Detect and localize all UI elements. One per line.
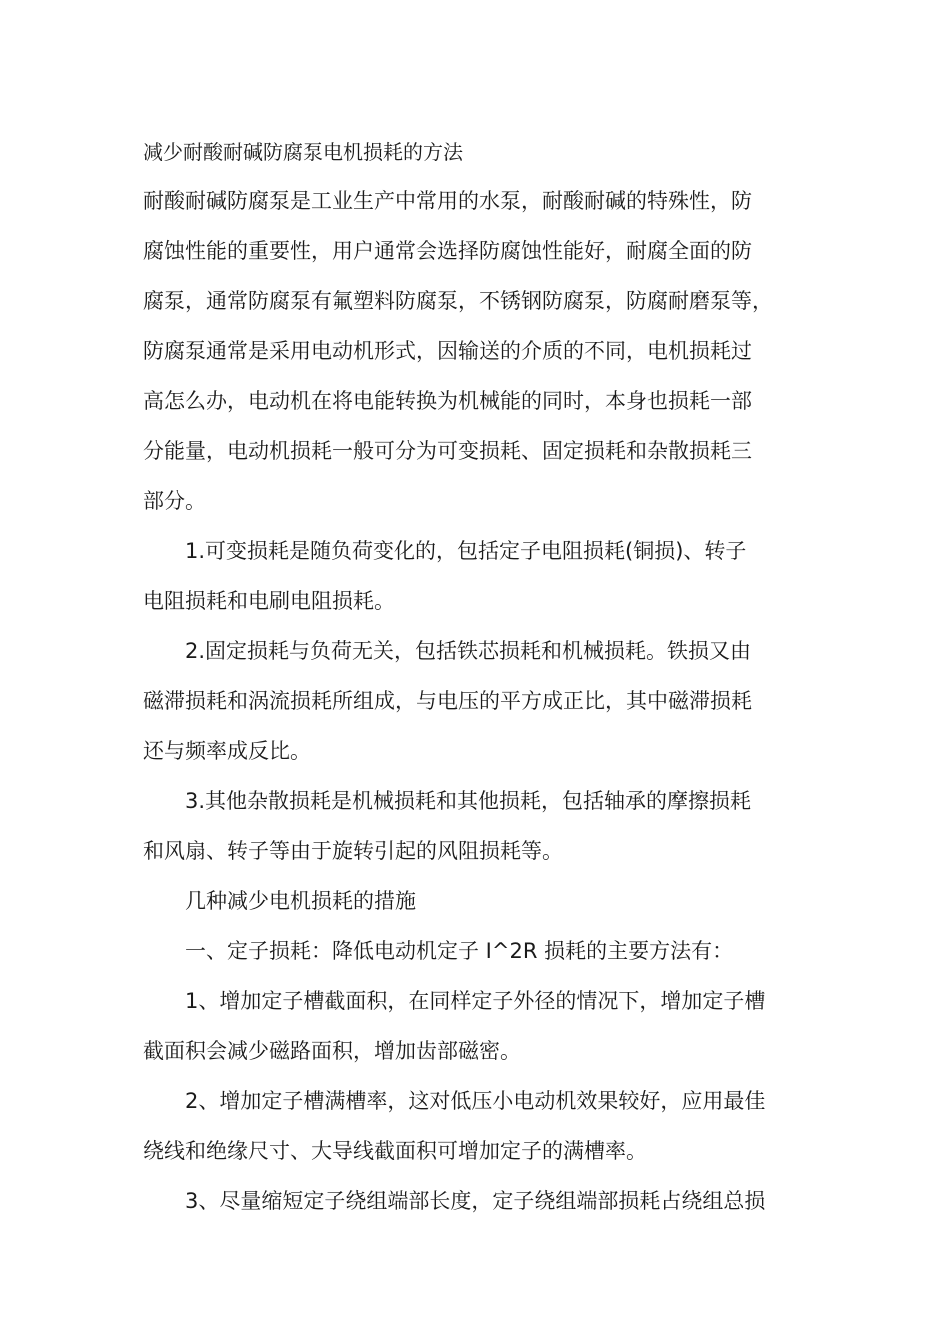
document-title: 减少耐酸耐碱防腐泵电机损耗的方法 [143, 140, 463, 164]
text-line: 1.可变损耗是随负荷变化的，包括定子电阻损耗(铜损)、转子 [143, 539, 747, 563]
text-line: 还与频率成反比。 [143, 739, 311, 763]
text-line: 腐泵，通常防腐泵有氟塑料防腐泵，不锈钢防腐泵，防腐耐磨泵等， [143, 289, 773, 313]
text-line: 腐蚀性能的重要性，用户通常会选择防腐蚀性能好，耐腐全面的防 [143, 239, 752, 263]
text-line: 一、定子损耗：降低电动机定子 I^2R 损耗的主要方法有： [143, 939, 734, 963]
text-line: 电阻损耗和电刷电阻损耗。 [143, 589, 395, 613]
text-line: 3.其他杂散损耗是机械损耗和其他损耗，包括轴承的摩擦损耗 [143, 789, 752, 813]
text-line: 高怎么办，电动机在将电能转换为机械能的同时，本身也损耗一部 [143, 389, 752, 413]
text-line: 3、尽量缩短定子绕组端部长度，定子绕组端部损耗占绕组总损 [143, 1189, 766, 1213]
text-line: 绕线和绝缘尺寸、大导线截面积可增加定子的满槽率。 [143, 1139, 647, 1163]
text-line: 部分。 [143, 489, 206, 513]
document-body [143, 184, 823, 1234]
text-line: 1、增加定子槽截面积，在同样定子外径的情况下，增加定子槽 [143, 989, 766, 1013]
text-line: 2、增加定子槽满槽率，这对低压小电动机效果较好，应用最佳 [143, 1089, 766, 1113]
text-line: 和风扇、转子等由于旋转引起的风阻损耗等。 [143, 839, 563, 863]
text-line: 分能量，电动机损耗一般可分为可变损耗、固定损耗和杂散损耗三 [143, 439, 752, 463]
text-line: 几种减少电机损耗的措施 [143, 889, 416, 913]
text-line: 防腐泵通常是采用电动机形式，因输送的介质的不同，电机损耗过 [143, 339, 752, 363]
text-line: 截面积会减少磁路面积，增加齿部磁密。 [143, 1039, 521, 1063]
text-line: 耐酸耐碱防腐泵是工业生产中常用的水泵，耐酸耐碱的特殊性，防 [143, 189, 752, 213]
text-line: 磁滞损耗和涡流损耗所组成，与电压的平方成正比，其中磁滞损耗 [143, 689, 752, 713]
text-line: 2.固定损耗与负荷无关，包括铁芯损耗和机械损耗。铁损又由 [143, 639, 752, 663]
